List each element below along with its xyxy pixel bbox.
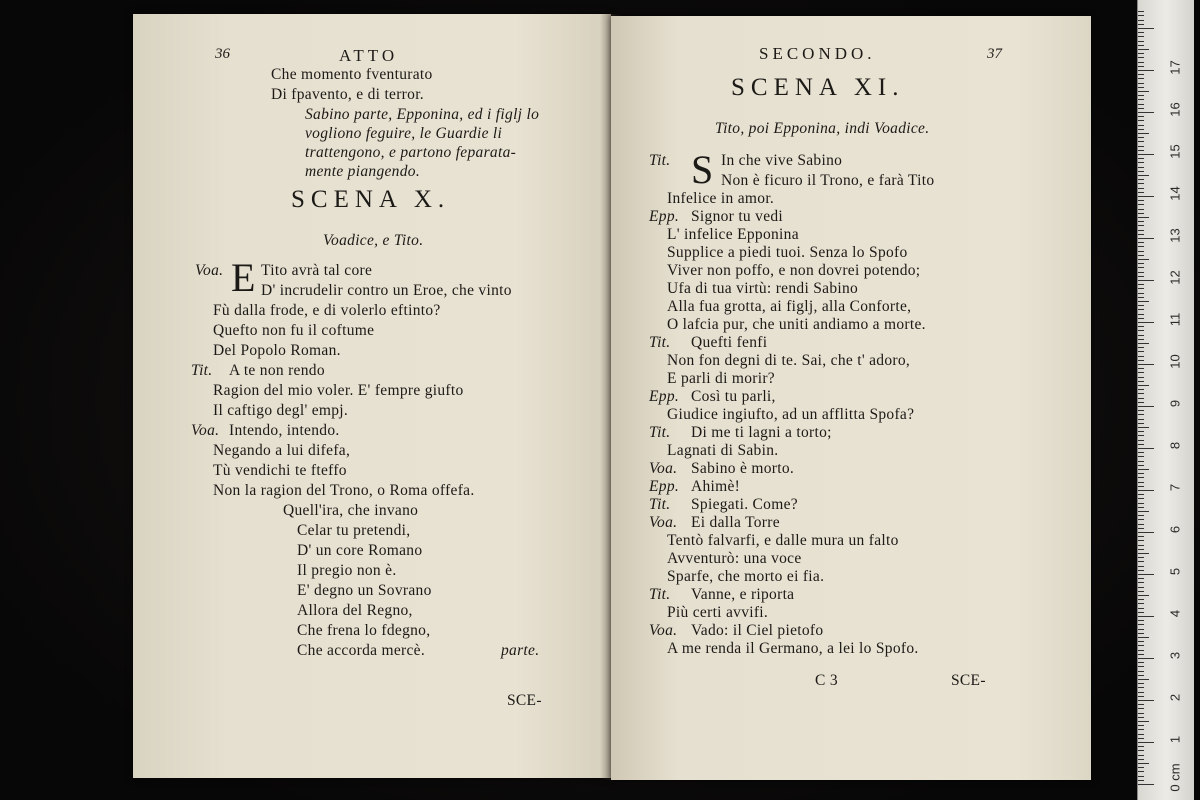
- ruler-tick: [1138, 104, 1144, 105]
- ruler-tick: [1138, 427, 1149, 428]
- verse-line: Di fpavento, e di terror.: [271, 86, 424, 103]
- verse-line: Fù dalla frode, e di volerlo eftinto?: [213, 302, 441, 319]
- ruler-tick: [1138, 108, 1144, 109]
- ruler-tick: [1138, 536, 1144, 537]
- verse-line: Che momento fventurato: [271, 66, 433, 83]
- speaker-label: Tit.: [191, 362, 213, 379]
- ruler-tick: [1138, 578, 1144, 579]
- speaker-label: Tit.: [649, 496, 671, 513]
- ruler-tick: [1138, 78, 1144, 79]
- ruler-tick: [1138, 167, 1144, 168]
- ruler-mark: 10: [1167, 354, 1183, 369]
- ruler-tick: [1138, 637, 1149, 638]
- ruler-tick: [1138, 330, 1144, 331]
- ruler-tick: [1138, 11, 1144, 12]
- verse-line: Intendo, intendo.: [229, 422, 340, 439]
- ruler-tick: [1138, 683, 1144, 684]
- ruler-tick: [1138, 192, 1144, 193]
- ruler-tick: [1138, 767, 1144, 768]
- ruler-mark: 3: [1167, 651, 1183, 660]
- ruler-tick: [1138, 309, 1144, 310]
- ruler-tick: [1138, 339, 1144, 340]
- ruler-tick: [1138, 36, 1144, 37]
- ruler-tick: [1138, 137, 1144, 138]
- ruler-tick: [1138, 238, 1154, 239]
- ruler-tick: [1138, 20, 1144, 21]
- scene-heading: SCENA XI.: [731, 74, 905, 101]
- left-running-head: ATTO: [339, 46, 399, 65]
- speaker-label: Tit.: [649, 424, 671, 441]
- ruler-tick: [1138, 225, 1144, 226]
- ruler-tick: [1138, 473, 1144, 474]
- exit-direction: parte.: [501, 642, 540, 659]
- ruler-tick: [1138, 608, 1144, 609]
- ruler-tick: [1138, 242, 1144, 243]
- ruler-tick: [1138, 385, 1149, 386]
- ruler-tick: [1138, 347, 1144, 348]
- ruler-tick: [1138, 704, 1144, 705]
- ruler-tick: [1138, 587, 1144, 588]
- aria-line: E' degno un Sovrano: [297, 582, 432, 599]
- ruler-tick: [1138, 120, 1144, 121]
- ruler-tick: [1138, 456, 1144, 457]
- ruler-tick: [1138, 452, 1144, 453]
- verse-line: Quefti fenfi: [691, 334, 768, 351]
- ruler-tick: [1138, 83, 1144, 84]
- ruler-tick: [1138, 74, 1144, 75]
- ruler-tick: [1138, 574, 1154, 575]
- ruler-tick: [1138, 179, 1144, 180]
- verse-line: Ufa di tua virtù: rendi Sabino: [667, 280, 859, 297]
- ruler-tick: [1138, 700, 1154, 701]
- ruler-tick: [1138, 692, 1144, 693]
- speaker-label: Epp.: [649, 208, 680, 225]
- drop-cap: S: [691, 147, 714, 192]
- ruler-tick: [1138, 351, 1144, 352]
- ruler-tick: [1138, 32, 1144, 33]
- verse-line: In che vive Sabino: [721, 152, 843, 169]
- signature-mark: C 3: [815, 672, 838, 689]
- ruler-mark: 13: [1167, 228, 1183, 243]
- ruler-tick: [1138, 259, 1149, 260]
- ruler-tick: [1138, 629, 1144, 630]
- ruler-tick: [1138, 234, 1144, 235]
- ruler-tick: [1138, 566, 1144, 567]
- ruler-tick: [1138, 293, 1144, 294]
- ruler-tick: [1138, 519, 1144, 520]
- ruler-tick: [1138, 553, 1149, 554]
- ruler-tick: [1138, 146, 1144, 147]
- ruler-tick: [1138, 561, 1144, 562]
- verse-line: A me renda il Germano, a lei lo Spofo.: [667, 640, 919, 657]
- ruler-tick: [1138, 24, 1144, 25]
- ruler-tick: [1138, 435, 1144, 436]
- ruler-tick: [1138, 305, 1144, 306]
- verse-line: L' infelice Epponina: [667, 226, 799, 243]
- ruler-tick: [1138, 557, 1144, 558]
- ruler-tick: [1138, 28, 1154, 29]
- verse-line: Non è ficuro il Trono, e farà Tito: [721, 172, 935, 189]
- speaker-label: Tit.: [649, 334, 671, 351]
- verse-line: Tentò falvarfi, e dalle mura un falto: [667, 532, 899, 549]
- ruler-tick: [1138, 599, 1144, 600]
- verse-line: Avventurò: una voce: [667, 550, 802, 567]
- ruler-tick: [1138, 326, 1144, 327]
- ruler-tick: [1138, 150, 1144, 151]
- verse-line: Più certi avvifi.: [667, 604, 769, 621]
- speaker-label: Epp.: [649, 478, 680, 495]
- verse-line: Alla fua grotta, ai figlj, alla Conforte,: [667, 298, 912, 315]
- ruler-tick: [1138, 423, 1144, 424]
- ruler-tick: [1138, 125, 1144, 126]
- ruler-tick: [1138, 230, 1144, 231]
- ruler-tick: [1138, 377, 1144, 378]
- ruler-tick: [1138, 545, 1144, 546]
- ruler-tick: [1138, 708, 1144, 709]
- ruler-mark: 8: [1167, 441, 1183, 450]
- ruler-tick: [1138, 511, 1149, 512]
- aria-line: Il pregio non è.: [297, 562, 397, 579]
- speaker-label: Epp.: [649, 388, 680, 405]
- ruler-tick: [1138, 66, 1144, 67]
- ruler-tick: [1138, 624, 1144, 625]
- verse-line: E parli di morir?: [667, 370, 775, 387]
- ruler-tick: [1138, 742, 1154, 743]
- ruler-tick: [1138, 465, 1144, 466]
- ruler-tick: [1138, 738, 1144, 739]
- ruler-tick: [1138, 658, 1154, 659]
- ruler-tick: [1138, 204, 1144, 205]
- ruler-mark: 12: [1167, 270, 1183, 285]
- ruler-tick: [1138, 255, 1144, 256]
- speaker-label: Voa.: [195, 262, 224, 279]
- drop-cap: E: [231, 255, 256, 300]
- ruler-tick: [1138, 57, 1144, 58]
- ruler-tick: [1138, 360, 1144, 361]
- stage-direction: vogliono feguire, le Guardie li: [305, 125, 503, 142]
- scene-characters: Voadice, e Tito.: [323, 232, 424, 249]
- verse-line: Tito avrà tal core: [261, 262, 373, 279]
- ruler-tick: [1138, 431, 1144, 432]
- ruler-tick: [1138, 398, 1144, 399]
- ruler-tick: [1138, 650, 1144, 651]
- ruler-tick: [1138, 486, 1144, 487]
- ruler-tick: [1138, 112, 1154, 113]
- ruler-tick: [1138, 406, 1154, 407]
- ruler-tick: [1138, 372, 1144, 373]
- verse-line: Vanne, e riporta: [691, 586, 795, 603]
- speaker-label: Voa.: [649, 622, 678, 639]
- ruler-tick: [1138, 763, 1149, 764]
- stage-direction: mente piangendo.: [305, 163, 420, 180]
- ruler-tick: [1138, 49, 1149, 50]
- aria-line: Che frena lo fdegno,: [297, 622, 431, 639]
- left-page: [133, 14, 611, 778]
- ruler-tick: [1138, 402, 1144, 403]
- ruler-tick: [1138, 389, 1144, 390]
- ruler-tick: [1138, 133, 1149, 134]
- ruler-tick: [1138, 297, 1144, 298]
- ruler-mark: 1: [1167, 735, 1183, 744]
- ruler-tick: [1138, 263, 1144, 264]
- ruler-tick: [1138, 209, 1144, 210]
- aria-line: D' un core Romano: [297, 542, 423, 559]
- ruler-tick: [1138, 62, 1144, 63]
- aria-line: Che accorda mercè.: [297, 642, 426, 659]
- ruler-tick: [1138, 780, 1144, 781]
- right-running-head: SECONDO.: [759, 44, 876, 63]
- ruler-tick: [1138, 141, 1144, 142]
- ruler-tick: [1138, 171, 1144, 172]
- right-page-number: 37: [987, 46, 1002, 62]
- ruler-tick: [1138, 612, 1144, 613]
- ruler-tick: [1138, 116, 1144, 117]
- ruler-tick: [1138, 654, 1144, 655]
- ruler-tick: [1138, 503, 1144, 504]
- aria-line: Celar tu pretendi,: [297, 522, 411, 539]
- speaker-label: Voa.: [649, 460, 678, 477]
- ruler-unit-label: 0 cm: [1167, 763, 1183, 792]
- ruler-tick: [1138, 746, 1144, 747]
- ruler-tick: [1138, 679, 1149, 680]
- verse-line: Non fon degni di te. Sai, che t' adoro,: [667, 352, 911, 369]
- ruler-tick: [1138, 603, 1144, 604]
- speaker-label: Tit.: [649, 586, 671, 603]
- ruler-tick: [1138, 440, 1144, 441]
- verse-line: Così tu parli,: [691, 388, 776, 405]
- ruler-tick: [1138, 99, 1144, 100]
- ruler-tick: [1138, 393, 1144, 394]
- verse-line: Il caftigo degl' empj.: [213, 402, 349, 419]
- ruler-tick: [1138, 524, 1144, 525]
- ruler-tick: [1138, 620, 1144, 621]
- ruler-tick: [1138, 776, 1144, 777]
- verse-line: Infelice in amor.: [667, 190, 775, 207]
- ruler-tick: [1138, 675, 1144, 676]
- ruler-tick: [1138, 356, 1144, 357]
- verse-line: D' incrudelir contro un Eroe, che vinto: [261, 282, 512, 299]
- ruler-tick: [1138, 41, 1144, 42]
- ruler-tick: [1138, 276, 1144, 277]
- ruler-mark: 5: [1167, 567, 1183, 576]
- ruler-tick: [1138, 528, 1144, 529]
- stage-direction: Sabino parte, Epponina, ed i figlj lo: [305, 106, 540, 123]
- ruler-tick: [1138, 591, 1144, 592]
- verse-line: Spiegati. Come?: [691, 496, 798, 513]
- ruler-tick: [1138, 532, 1154, 533]
- right-page: [611, 16, 1091, 780]
- ruler-tick: [1138, 280, 1154, 281]
- verse-line: Vado: il Ciel pietofo: [691, 622, 824, 639]
- verse-line: Tù vendichi te fteffo: [213, 462, 347, 479]
- ruler-mark: 11: [1167, 312, 1183, 327]
- ruler-tick: [1138, 771, 1144, 772]
- ruler-tick: [1138, 272, 1144, 273]
- speaker-label: Tit.: [649, 152, 671, 169]
- ruler-tick: [1138, 183, 1144, 184]
- ruler-tick: [1138, 540, 1144, 541]
- verse-line: O lafcia pur, che uniti andiamo a morte.: [667, 316, 926, 333]
- ruler-tick: [1138, 662, 1144, 663]
- ruler-tick: [1138, 490, 1154, 491]
- verse-line: Ragion del mio voler. E' fempre giufto: [213, 382, 464, 399]
- ruler-tick: [1138, 721, 1149, 722]
- left-page-number: 36: [215, 46, 230, 62]
- ruler-tick: [1138, 87, 1144, 88]
- ruler-tick: [1138, 410, 1144, 411]
- ruler-tick: [1138, 162, 1144, 163]
- ruler-tick: [1138, 494, 1144, 495]
- ruler-tick: [1138, 200, 1144, 201]
- catchword: SCE-: [951, 672, 986, 689]
- ruler-mark: 6: [1167, 525, 1183, 534]
- ruler-tick: [1138, 129, 1144, 130]
- ruler-tick: [1138, 645, 1144, 646]
- ruler-tick: [1138, 314, 1144, 315]
- aria-line: Allora del Regno,: [297, 602, 413, 619]
- verse-line: Ahimè!: [691, 478, 741, 495]
- ruler-tick: [1138, 666, 1144, 667]
- verse-line: Del Popolo Roman.: [213, 342, 341, 359]
- ruler-mark: 17: [1167, 60, 1183, 75]
- ruler-tick: [1138, 750, 1144, 751]
- ruler-tick: [1138, 725, 1144, 726]
- ruler-tick: [1138, 641, 1144, 642]
- verse-line: Ei dalla Torre: [691, 514, 780, 531]
- ruler-tick: [1138, 288, 1144, 289]
- ruler-tick: [1138, 671, 1144, 672]
- ruler-tick: [1138, 188, 1144, 189]
- ruler-tick: [1138, 713, 1144, 714]
- ruler-tick: [1138, 633, 1144, 634]
- ruler-tick: [1138, 284, 1144, 285]
- ruler-tick: [1138, 696, 1144, 697]
- ruler-mark: 15: [1167, 144, 1183, 159]
- ruler-tick: [1138, 53, 1144, 54]
- ruler-tick: [1138, 444, 1144, 445]
- ruler-tick: [1138, 364, 1154, 365]
- ruler-tick: [1138, 95, 1144, 96]
- ruler-tick: [1138, 469, 1149, 470]
- ruler-tick: [1138, 482, 1144, 483]
- ruler-tick: [1138, 419, 1144, 420]
- ruler-tick: [1138, 414, 1144, 415]
- ruler-tick: [1138, 91, 1149, 92]
- ruler-tick: [1138, 755, 1144, 756]
- verse-line: Quefto non fu il coftume: [213, 322, 375, 339]
- speaker-label: Voa.: [649, 514, 678, 531]
- verse-line: Supplice a piedi tuoi. Senza lo Spofo: [667, 244, 908, 261]
- ruler-tick: [1138, 549, 1144, 550]
- stage-direction: trattengono, e partono feparata-: [305, 144, 517, 161]
- verse-line: Sabino è morto.: [691, 460, 795, 477]
- ruler-tick: [1138, 616, 1154, 617]
- ruler-tick: [1138, 448, 1154, 449]
- ruler-tick: [1138, 267, 1144, 268]
- ruler-tick: [1138, 158, 1144, 159]
- ruler-tick: [1138, 343, 1149, 344]
- ruler-tick: [1138, 246, 1144, 247]
- ruler-mark: 4: [1167, 609, 1183, 618]
- ruler-mark: 9: [1167, 399, 1183, 408]
- ruler-tick: [1138, 582, 1144, 583]
- ruler-tick: [1138, 368, 1144, 369]
- scene-characters: Tito, poi Epponina, indi Voadice.: [715, 120, 930, 137]
- ruler-tick: [1138, 322, 1154, 323]
- ruler-tick: [1138, 381, 1144, 382]
- ruler-tick: [1138, 570, 1144, 571]
- ruler-tick: [1138, 477, 1144, 478]
- verse-line: Di me ti lagni a torto;: [691, 424, 832, 441]
- ruler-mark: 7: [1167, 483, 1183, 492]
- ruler-tick: [1138, 759, 1144, 760]
- ruler-tick: [1138, 217, 1149, 218]
- verse-line: Signor tu vedi: [691, 208, 784, 225]
- ruler-mark: 14: [1167, 186, 1183, 201]
- ruler-tick: [1138, 70, 1154, 71]
- aria-line: Quell'ira, che invano: [283, 502, 419, 519]
- ruler-tick: [1138, 213, 1144, 214]
- ruler-tick: [1138, 734, 1144, 735]
- ruler-tick: [1138, 729, 1144, 730]
- ruler-tick: [1138, 784, 1154, 785]
- ruler-tick: [1138, 15, 1144, 16]
- ruler-tick: [1138, 595, 1149, 596]
- ruler-tick: [1138, 318, 1144, 319]
- ruler-mark: 2: [1167, 693, 1183, 702]
- catchword: SCE-: [507, 692, 542, 709]
- ruler-tick: [1138, 45, 1144, 46]
- ruler-tick: [1138, 251, 1144, 252]
- ruler-tick: [1138, 335, 1144, 336]
- ruler-tick: [1138, 221, 1144, 222]
- verse-line: Non la ragion del Trono, o Roma offefa.: [213, 482, 475, 499]
- ruler-tick: [1138, 154, 1154, 155]
- ruler-tick: [1138, 687, 1144, 688]
- ruler-tick: [1138, 717, 1144, 718]
- verse-line: A te non rendo: [229, 362, 325, 379]
- verse-line: Lagnati di Sabin.: [667, 442, 779, 459]
- verse-line: Sparfe, che morto ei fia.: [667, 568, 825, 585]
- scene-heading: SCENA X.: [291, 186, 451, 213]
- verse-line: Negando a lui difefa,: [213, 442, 351, 459]
- ruler-tick: [1138, 175, 1149, 176]
- measuring-ruler: [1137, 0, 1194, 800]
- ruler-tick: [1138, 498, 1144, 499]
- verse-line: Giudice ingiufto, ad un afflitta Spofa?: [667, 406, 915, 423]
- ruler-mark: 16: [1167, 102, 1183, 117]
- ruler-tick: [1138, 515, 1144, 516]
- ruler-tick: [1138, 301, 1149, 302]
- verse-line: Viver non poffo, e non dovrei potendo;: [667, 262, 921, 279]
- speaker-label: Voa.: [191, 422, 220, 439]
- ruler-tick: [1138, 461, 1144, 462]
- ruler-tick: [1138, 507, 1144, 508]
- ruler-tick: [1138, 196, 1154, 197]
